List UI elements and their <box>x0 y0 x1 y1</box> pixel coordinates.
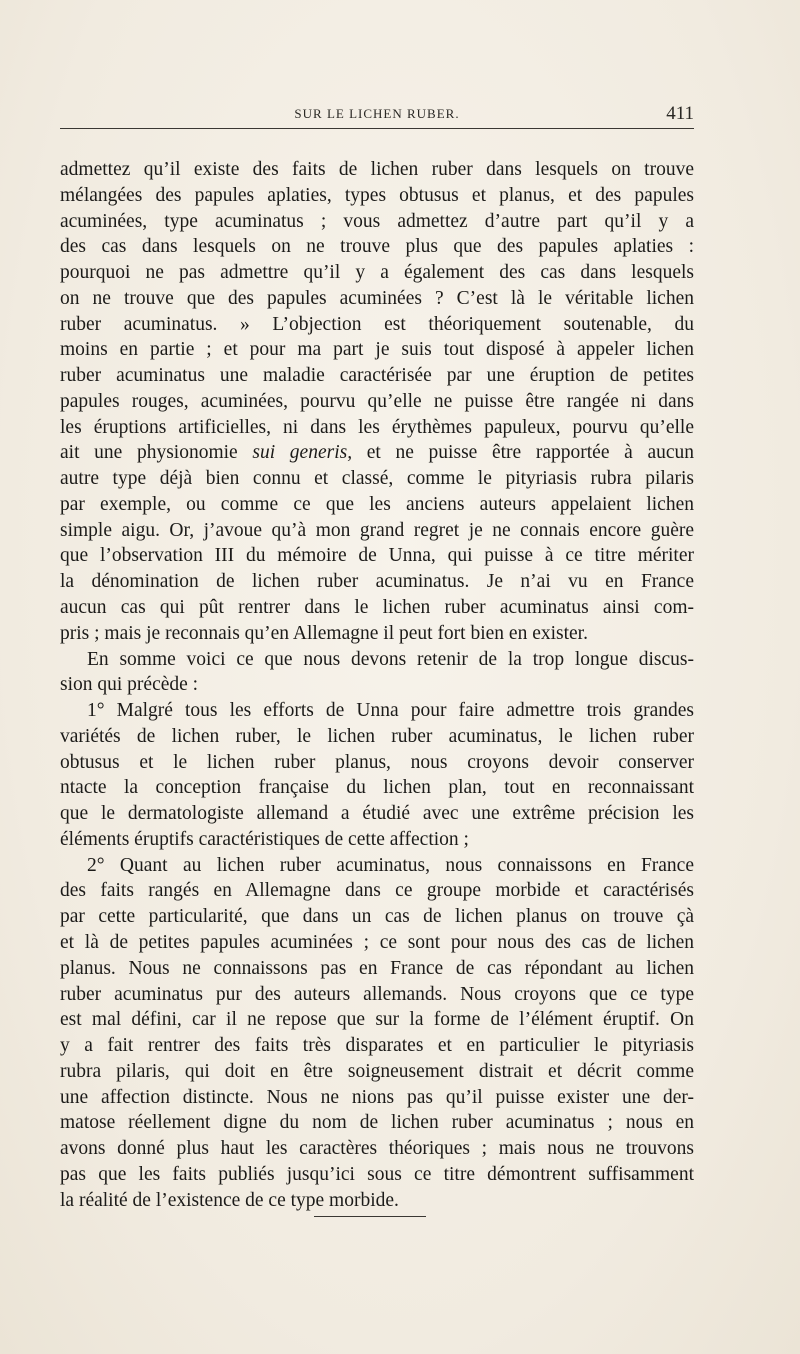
text-line: des faits rangés en Allemagne dans ce groupe morbide et caractérisés <box>60 880 694 902</box>
text-line: pas que les faits publiés jusqu’ici sous ce titre démontrent suffisamment <box>60 1163 694 1185</box>
text-line: y a fait rentrer des faits très disparates et en particulier le pityriasis <box>60 1035 694 1057</box>
text-line: simple aigu. Or, j’avoue qu’à mon grand regret je ne connais encore guère <box>60 519 694 541</box>
text-line: planus. Nous ne connaissons pas en France de cas répondant au lichen <box>60 957 694 979</box>
text-line: que le dermatologiste allemand a étudié avec une extrême précision les <box>60 803 694 825</box>
end-rule <box>314 1216 426 1217</box>
text-line: est mal défini, car il ne repose que sur la forme de l’élément éruptif. On <box>60 1009 694 1031</box>
text-line: avons donné plus haut les caractères théoriques ; mais nous ne trouvons <box>60 1138 694 1160</box>
text-line: pris ; mais je reconnais qu’en Allemagne il peut fort bien en exister. <box>60 622 588 644</box>
text-segment: ait une physionomie <box>60 442 238 464</box>
text-line: matose réellement digne du nom de lichen ruber acuminatus ; nous en <box>60 1112 694 1134</box>
header-rule <box>60 128 694 129</box>
text-line: mélangées des papules aplaties, types obtusus et planus, et des papules <box>60 184 694 206</box>
text-line: autre type déjà bien connu et classé, comme le pityriasis rubra pilaris <box>60 468 694 490</box>
text-line: admettez qu’il existe des faits de lichen ruber dans lesquels on trouve <box>60 159 694 180</box>
text-line: la dénomination de lichen ruber acuminatus. Je n’ai vu en France <box>60 571 694 593</box>
text-line: 1° Malgré tous les efforts de Unna pour faire admettre trois grandes <box>87 700 694 722</box>
text-line: une affection distincte. Nous ne nions pas qu’il puisse exister une der- <box>60 1086 694 1108</box>
text-line: moins en partie ; et pour ma part je suis tout disposé à appeler lichen <box>60 339 694 361</box>
text-line-with-italic <box>60 440 694 466</box>
text-segment: et ne puisse être rapportée à aucun <box>366 442 694 464</box>
text-line: éléments éruptifs caractéristiques de cette affection ; <box>60 828 469 850</box>
text-line: variétés de lichen ruber, le lichen ruber acuminatus, le lichen ruber <box>60 725 694 747</box>
body-text <box>60 157 694 1213</box>
text-line: des cas dans lesquels on ne trouve plus que des papules aplaties : <box>60 236 694 258</box>
text-line: 2° Quant au lichen ruber acuminatus, nous connaissons en France <box>87 854 694 876</box>
text-line: obtusus et le lichen ruber planus, nous croyons devoir conserver <box>60 751 694 773</box>
text-line: la réalité de l’existence de ce type morbide. <box>60 1189 399 1211</box>
running-title: SUR LE LICHEN RUBER. <box>294 106 460 121</box>
text-line: par exemple, ou comme ce que les anciens auteurs appelaient lichen <box>60 493 694 515</box>
text-line: ruber acuminatus une maladie caractérisée par une éruption de petites <box>60 365 694 387</box>
text-line: rubra pilaris, qui doit en être soigneusement distrait et décrit comme <box>60 1060 694 1082</box>
italic-phrase: sui generis, <box>252 442 353 464</box>
text-line: on ne trouve que des papules acuminées ? C’est là le véritable lichen <box>60 287 694 309</box>
text-line: papules rouges, acuminées, pourvu qu’elle ne puisse être rangée ni dans <box>60 390 694 412</box>
page-number: 411 <box>666 103 694 124</box>
text-line: acuminées, type acuminatus ; vous admettez d’autre part qu’il y a <box>60 210 694 232</box>
text-line: ntacte la conception française du lichen plan, tout en reconnaissant <box>60 777 694 799</box>
text-line: par cette particularité, que dans un cas de lichen planus on trouve çà <box>60 906 694 928</box>
text-line: ruber acuminatus. » L’objection est théoriquement soutenable, du <box>60 313 694 335</box>
text-line: ruber acuminatus pur des auteurs allemands. Nous croyons que ce type <box>60 983 694 1005</box>
text-line: les éruptions artificielles, ni dans les érythèmes papuleux, pourvu qu’elle <box>60 416 694 438</box>
running-head <box>60 103 694 128</box>
text-line: sion qui précède : <box>60 674 199 696</box>
text-line: En somme voici ce que nous devons retenir de la trop longue discus- <box>87 648 694 670</box>
text-line: et là de petites papules acuminées ; ce sont pour nous des cas de lichen <box>60 931 694 953</box>
text-line: aucun cas qui pût rentrer dans le lichen ruber acuminatus ainsi com- <box>60 597 694 619</box>
text-line: pourquoi ne pas admettre qu’il y a également des cas dans lesquels <box>60 262 694 284</box>
text-line: que l’observation III du mémoire de Unna, qui puisse à ce titre mériter <box>60 545 694 567</box>
